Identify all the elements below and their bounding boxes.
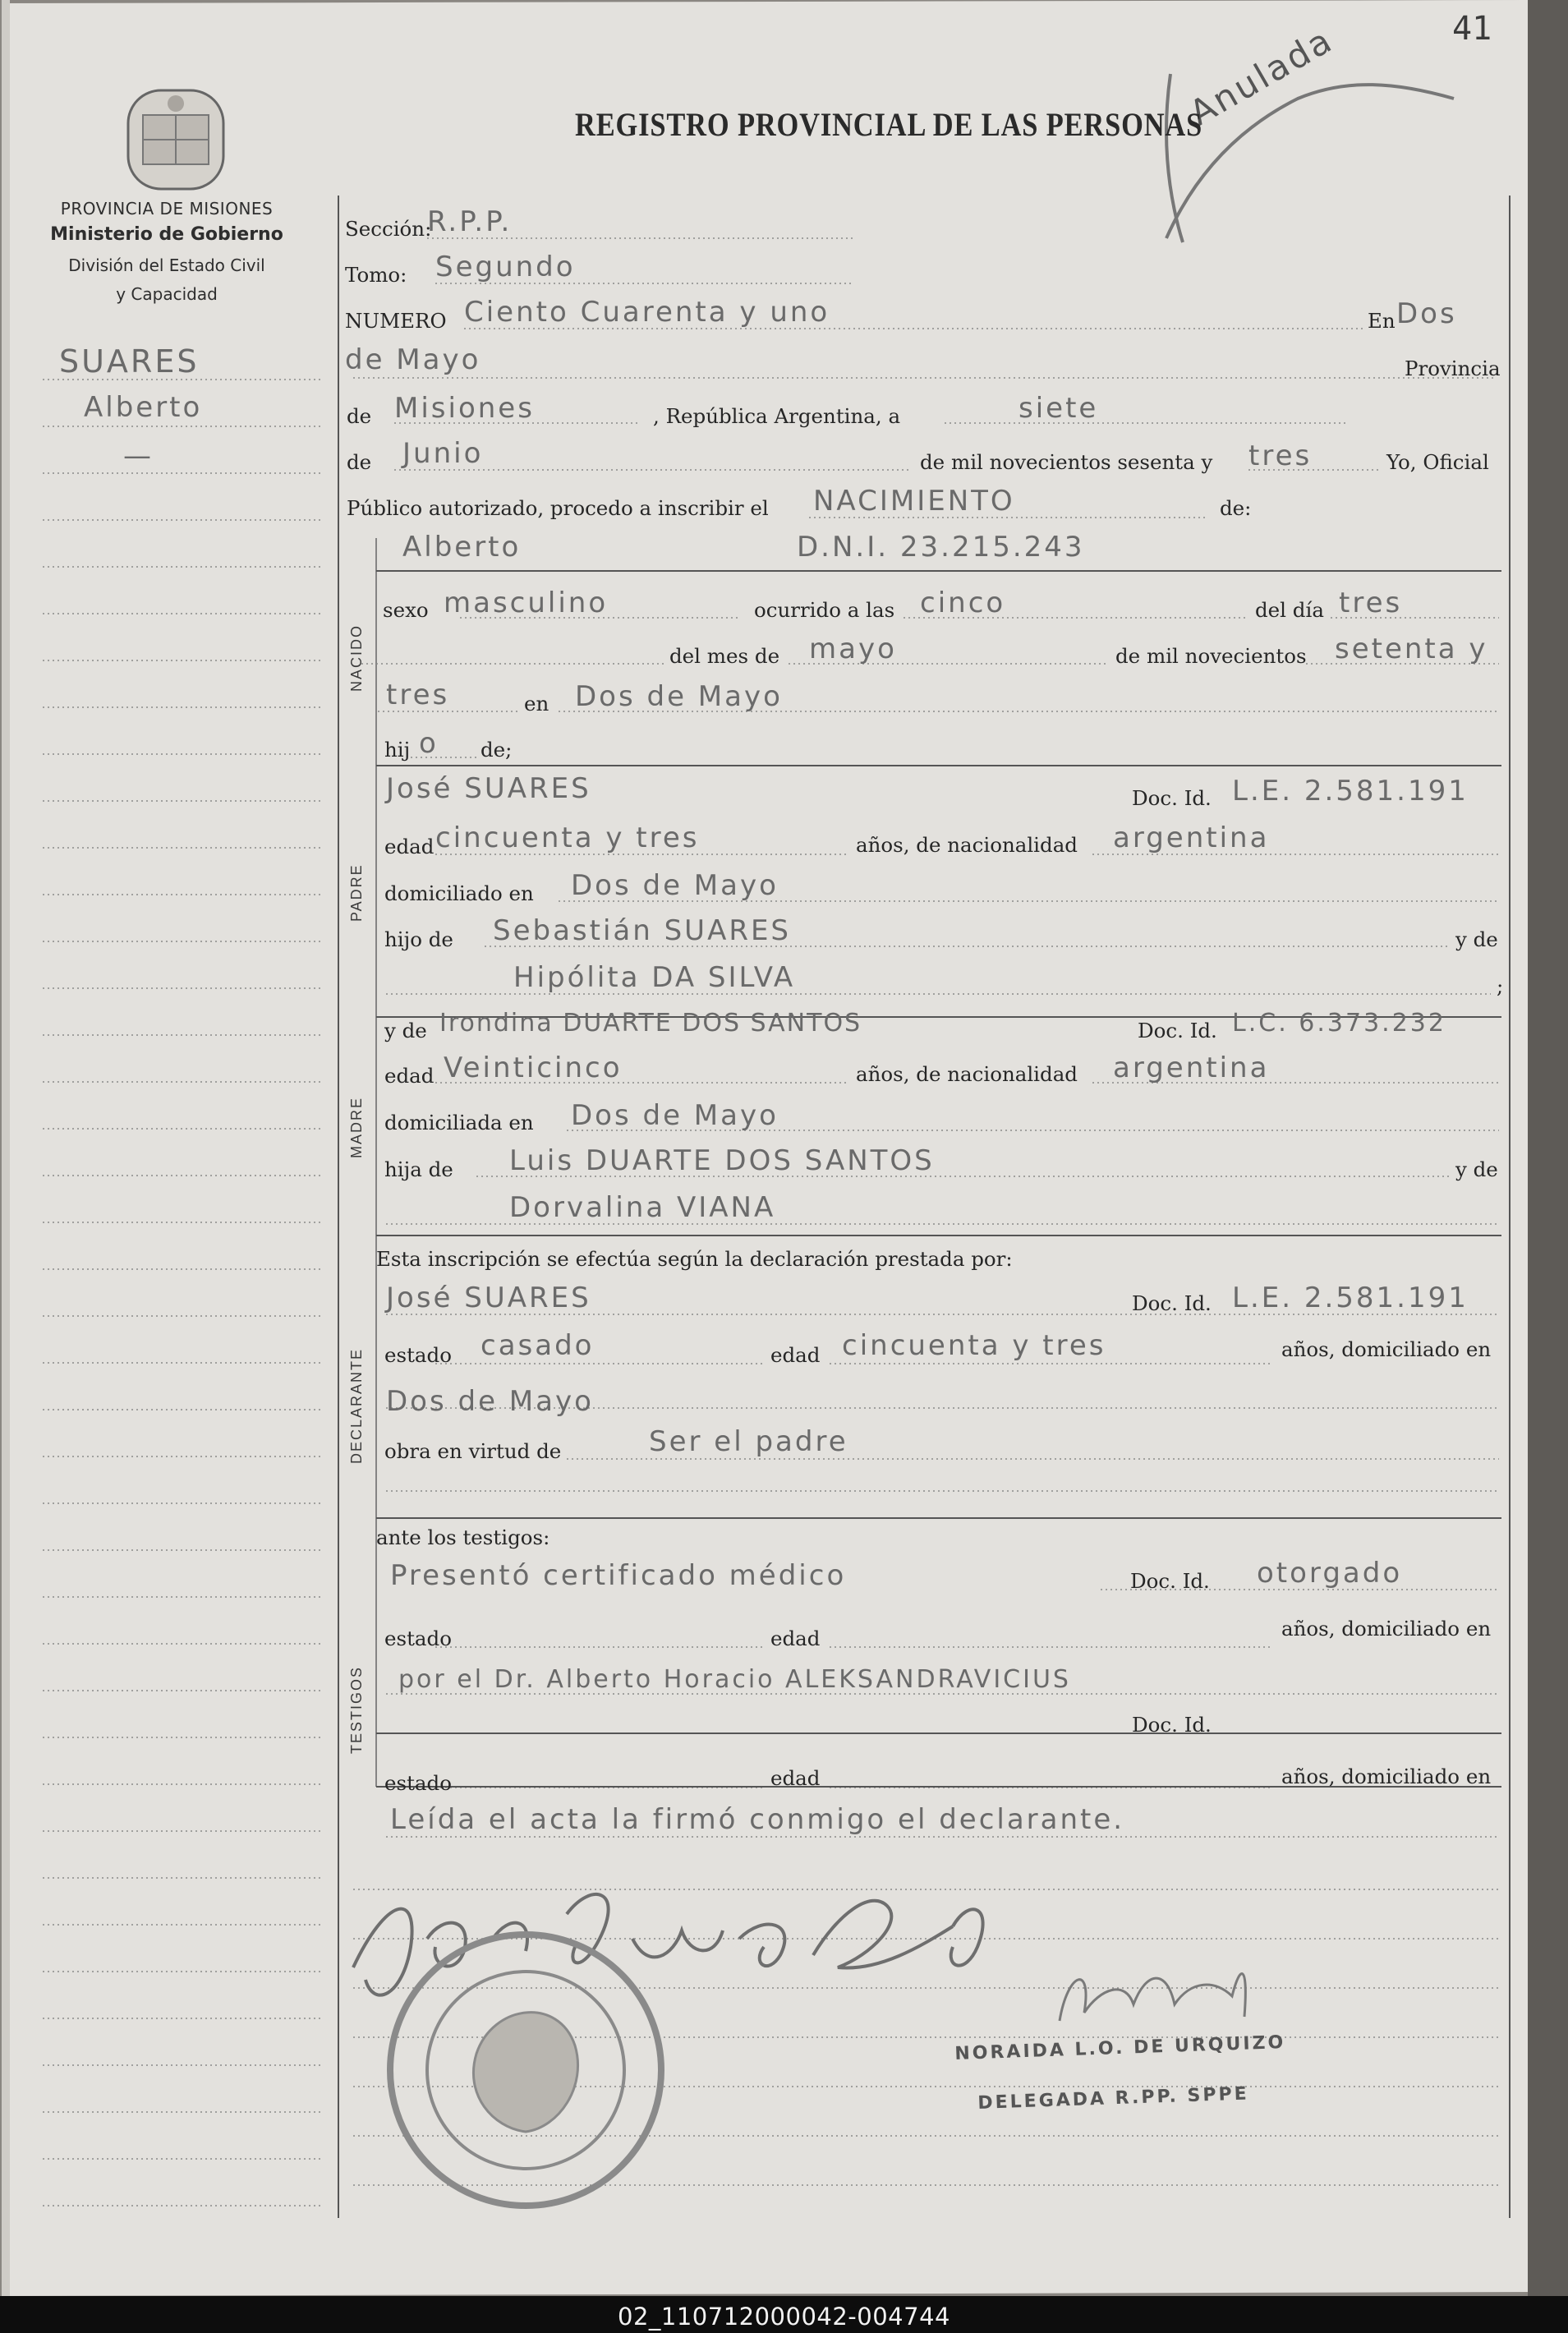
value-padre-nombre: José SUARES [386, 772, 591, 805]
value-numero: Ciento Cuarenta y uno [464, 296, 830, 329]
label-test-estado-2: estado [384, 1771, 452, 1795]
value-nombre: Alberto [402, 531, 522, 564]
value-tomo: Segundo [435, 251, 576, 283]
value-decl-doc: L.E. 2.581.191 [1232, 1282, 1469, 1314]
label-test-edad-2: edad [770, 1766, 821, 1790]
section-declarante: DECLARANTE [348, 1347, 365, 1464]
value-madre-dom: Dos de Mayo [571, 1099, 779, 1132]
page-number: 41 [1452, 10, 1492, 48]
label-en: En [1368, 309, 1396, 333]
value-test3: Leída el acta la firmó conmigo el declarante. [390, 1803, 1125, 1836]
value-lugar-nac: Dos de Mayo [575, 680, 783, 713]
label-de-colon: de: [1220, 496, 1252, 520]
value-padre-nac: argentina [1113, 821, 1270, 854]
value-hij-suffix: o [419, 727, 439, 760]
label-padre-anos-nac: años, de nacionalidad [856, 833, 1078, 857]
label-yo-oficial: Yo, Oficial [1386, 450, 1489, 474]
value-seccion: R.P.P. [427, 205, 513, 238]
value-anio-nac-1: setenta y [1335, 633, 1488, 665]
value-test1-doc: otorgado [1257, 1557, 1403, 1590]
header-ministry: Ministerio de Gobierno [50, 224, 283, 245]
section-padre: PADRE [348, 863, 365, 922]
label-padre-y-de: y de [1455, 927, 1498, 951]
value-acto: NACIMIENTO [813, 485, 1015, 518]
value-test1: Presentó certificado médico [390, 1559, 847, 1592]
value-dia-nac: tres [1339, 587, 1403, 619]
value-decl-obra: Ser el padre [649, 1425, 848, 1458]
value-anio: tres [1248, 439, 1313, 472]
label-decl-anos-dom: años, domiciliado en [1281, 1337, 1492, 1361]
value-decl-estado: casado [481, 1329, 595, 1362]
label-test-estado-1: estado [384, 1627, 452, 1650]
label-madre-anos-nac: años, de nacionalidad [856, 1062, 1078, 1086]
label-decl-doc: Doc. Id. [1132, 1291, 1212, 1315]
value-madre-nac: argentina [1113, 1051, 1270, 1084]
label-seccion: Sección: [345, 217, 432, 241]
label-ocurrido: ocurrido a las [754, 598, 895, 622]
label-republica: , República Argentina, a [653, 404, 901, 428]
label-test-edad-1: edad [770, 1627, 821, 1650]
label-test-anos-dom-2: años, domiciliado en [1281, 1765, 1492, 1788]
label-sexo: sexo [383, 598, 429, 622]
value-madre-padre: Luis DUARTE DOS SANTOS [509, 1144, 935, 1177]
label-test-doc-2: Doc. Id. [1132, 1713, 1212, 1737]
value-decl-edad: cincuenta y tres [842, 1329, 1106, 1362]
value-madre-nombre: Irondina DUARTE DOS SANTOS [439, 1009, 862, 1038]
section-nacido: NACIDO [348, 624, 365, 692]
label-de-2: de [347, 450, 372, 474]
label-del-dia: del día [1255, 598, 1324, 622]
label-padre-dom: domiciliado en [384, 881, 534, 905]
anulada-stamp: Anulada [1183, 19, 1340, 134]
value-en-2: de Mayo [345, 343, 481, 376]
value-madre-edad: Veinticinco [444, 1051, 623, 1084]
header-capacity: y Capacidad [116, 284, 218, 304]
value-decl-dom: Dos de Mayo [386, 1385, 594, 1418]
label-del-mes: del mes de [669, 644, 780, 668]
value-padre-padre: Sebastián SUARES [493, 914, 792, 947]
label-de-mil-nov: de mil novecientos [1115, 644, 1307, 668]
label-madre-y-de2: y de [1455, 1157, 1498, 1181]
label-decl-estado: estado [384, 1343, 452, 1367]
page-title: REGISTRO PROVINCIAL DE LAS PERSONAS [575, 106, 1203, 143]
label-padre-edad: edad [384, 835, 435, 858]
label-tomo: Tomo: [345, 263, 407, 287]
value-madre-madre: Dorvalina VIANA [509, 1191, 776, 1224]
provincial-seal [128, 90, 223, 189]
value-anio-nac-2: tres [386, 679, 450, 711]
label-semicolon: ; [1497, 974, 1504, 998]
value-decl-nombre: José SUARES [386, 1282, 591, 1314]
label-provincia: Provincia [1405, 357, 1501, 380]
label-test-doc-1: Doc. Id. [1130, 1569, 1210, 1593]
label-madre-doc: Doc. Id. [1138, 1019, 1217, 1042]
label-de-1: de [347, 404, 372, 428]
label-madre-dom: domiciliada en [384, 1111, 534, 1134]
label-publico: Público autorizado, procedo a inscribir el [347, 496, 769, 520]
label-numero: NUMERO [345, 309, 447, 333]
margin-dash: — [123, 439, 154, 472]
header-province: PROVINCIA DE MISIONES [60, 199, 274, 219]
label-decl-edad: edad [770, 1343, 821, 1367]
label-esta-inscripcion: Esta inscripción se efectúa según la declaración prestada por: [376, 1247, 1013, 1271]
section-testigos: TESTIGOS [348, 1665, 365, 1754]
value-en-1: Dos [1396, 297, 1457, 330]
label-madre-edad: edad [384, 1064, 435, 1088]
label-madre-hija-de: hija de [384, 1157, 453, 1181]
value-mes: Junio [402, 437, 484, 470]
footer-id: 02_110712000042-004744 [618, 2303, 950, 2331]
value-test2: por el Dr. Alberto Horacio ALEKSANDRAVICIUS [398, 1665, 1071, 1694]
official-name: NORAIDA L.O. DE URQUIZO [954, 2032, 1286, 2064]
label-ante-testigos: ante los testigos: [376, 1525, 550, 1549]
value-madre-doc: L.C. 6.373.232 [1232, 1009, 1446, 1038]
label-de-mil: de mil novecientos sesenta y [920, 450, 1213, 474]
value-hora: cinco [920, 587, 1006, 619]
value-padre-dom: Dos de Mayo [571, 869, 779, 902]
label-decl-obra: obra en virtud de [384, 1439, 562, 1463]
value-dni: D.N.I. 23.215.243 [797, 531, 1085, 564]
label-hij: hij [384, 738, 411, 762]
value-dia: siete [1019, 392, 1099, 425]
label-de-semi: de; [481, 738, 513, 762]
value-mes-nac: mayo [809, 633, 897, 665]
value-provincia: Misiones [394, 392, 535, 425]
label-en-lower: en [524, 692, 549, 716]
label-madre-y-de: y de [384, 1019, 427, 1042]
section-madre: MADRE [348, 1096, 365, 1158]
label-padre-hijo-de: hijo de [384, 927, 453, 951]
header-division: División del Estado Civil [68, 255, 265, 275]
value-padre-madre: Hipólita DA SILVA [513, 961, 796, 994]
label-test-anos-dom-1: años, domiciliado en [1281, 1617, 1492, 1640]
margin-surname: SUARES [59, 343, 200, 380]
value-padre-edad: cincuenta y tres [435, 821, 700, 854]
label-padre-doc: Doc. Id. [1132, 786, 1212, 810]
margin-name: Alberto [84, 391, 203, 424]
value-sexo: masculino [444, 587, 609, 619]
value-padre-doc: L.E. 2.581.191 [1232, 775, 1469, 808]
official-role: DELEGADA R.PP. SPPE [977, 2083, 1250, 2114]
